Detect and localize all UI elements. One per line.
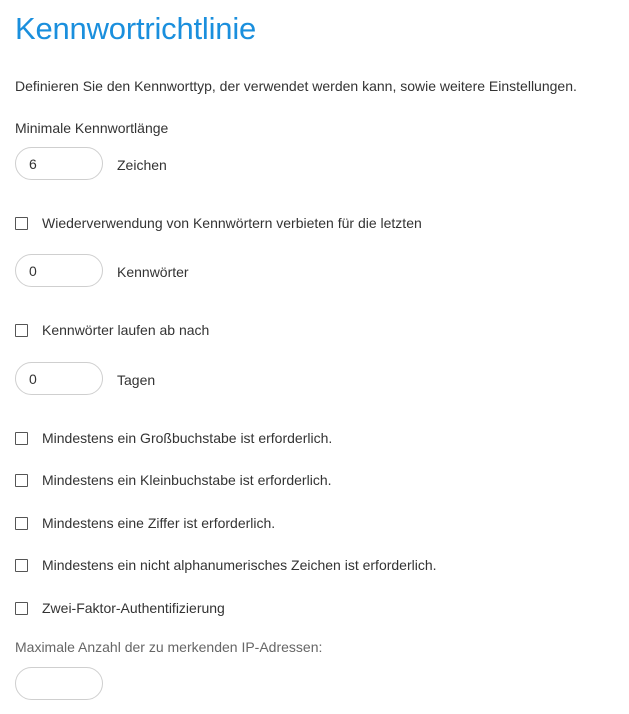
require-special-row[interactable] [15, 556, 437, 574]
min-length-label: Minimale Kennwortlänge [15, 120, 169, 136]
expiry-checkbox[interactable] [15, 324, 28, 337]
reuse-count-input[interactable] [15, 254, 103, 287]
reuse-unit: Kennwörter [117, 264, 189, 280]
two-factor-row[interactable] [15, 599, 225, 617]
require-digit-checkbox[interactable] [15, 517, 28, 530]
require-digit-row[interactable] [15, 514, 275, 532]
expiry-checkbox-row[interactable] [15, 321, 209, 339]
require-lowercase-row[interactable] [15, 471, 332, 489]
expiry-days-input[interactable] [15, 362, 103, 395]
require-lowercase-label: Mindestens ein Kleinbuchstabe ist erforderlich. [42, 472, 332, 488]
ip-memory-label: Maximale Anzahl der zu merkenden IP-Adressen: [15, 639, 323, 655]
reuse-label: Wiederverwendung von Kennwörtern verbieten für die letzten [42, 215, 422, 231]
page-title: Kennwortrichtlinie [15, 11, 257, 46]
require-special-checkbox[interactable] [15, 559, 28, 572]
min-length-input[interactable] [15, 147, 103, 180]
require-uppercase-checkbox[interactable] [15, 432, 28, 445]
require-lowercase-checkbox[interactable] [15, 474, 28, 487]
page-description: Definieren Sie den Kennworttyp, der verwendet werden kann, sowie weitere Einstellungen. [15, 78, 577, 94]
two-factor-checkbox[interactable] [15, 602, 28, 615]
reuse-checkbox[interactable] [15, 217, 28, 230]
require-uppercase-row[interactable] [15, 429, 332, 447]
require-digit-label: Mindestens eine Ziffer ist erforderlich. [42, 515, 276, 531]
ip-memory-input[interactable] [15, 667, 103, 700]
expiry-label: Kennwörter laufen ab nach [42, 322, 210, 338]
expiry-unit: Tagen [117, 372, 156, 388]
require-uppercase-label: Mindestens ein Großbuchstabe ist erforderlich. [42, 430, 333, 446]
min-length-unit: Zeichen [117, 157, 167, 173]
reuse-checkbox-row[interactable] [15, 214, 422, 232]
require-special-label: Mindestens ein nicht alphanumerisches Zeichen ist erforderlich. [42, 557, 437, 573]
two-factor-label: Zwei-Faktor-Authentifizierung [42, 600, 225, 616]
